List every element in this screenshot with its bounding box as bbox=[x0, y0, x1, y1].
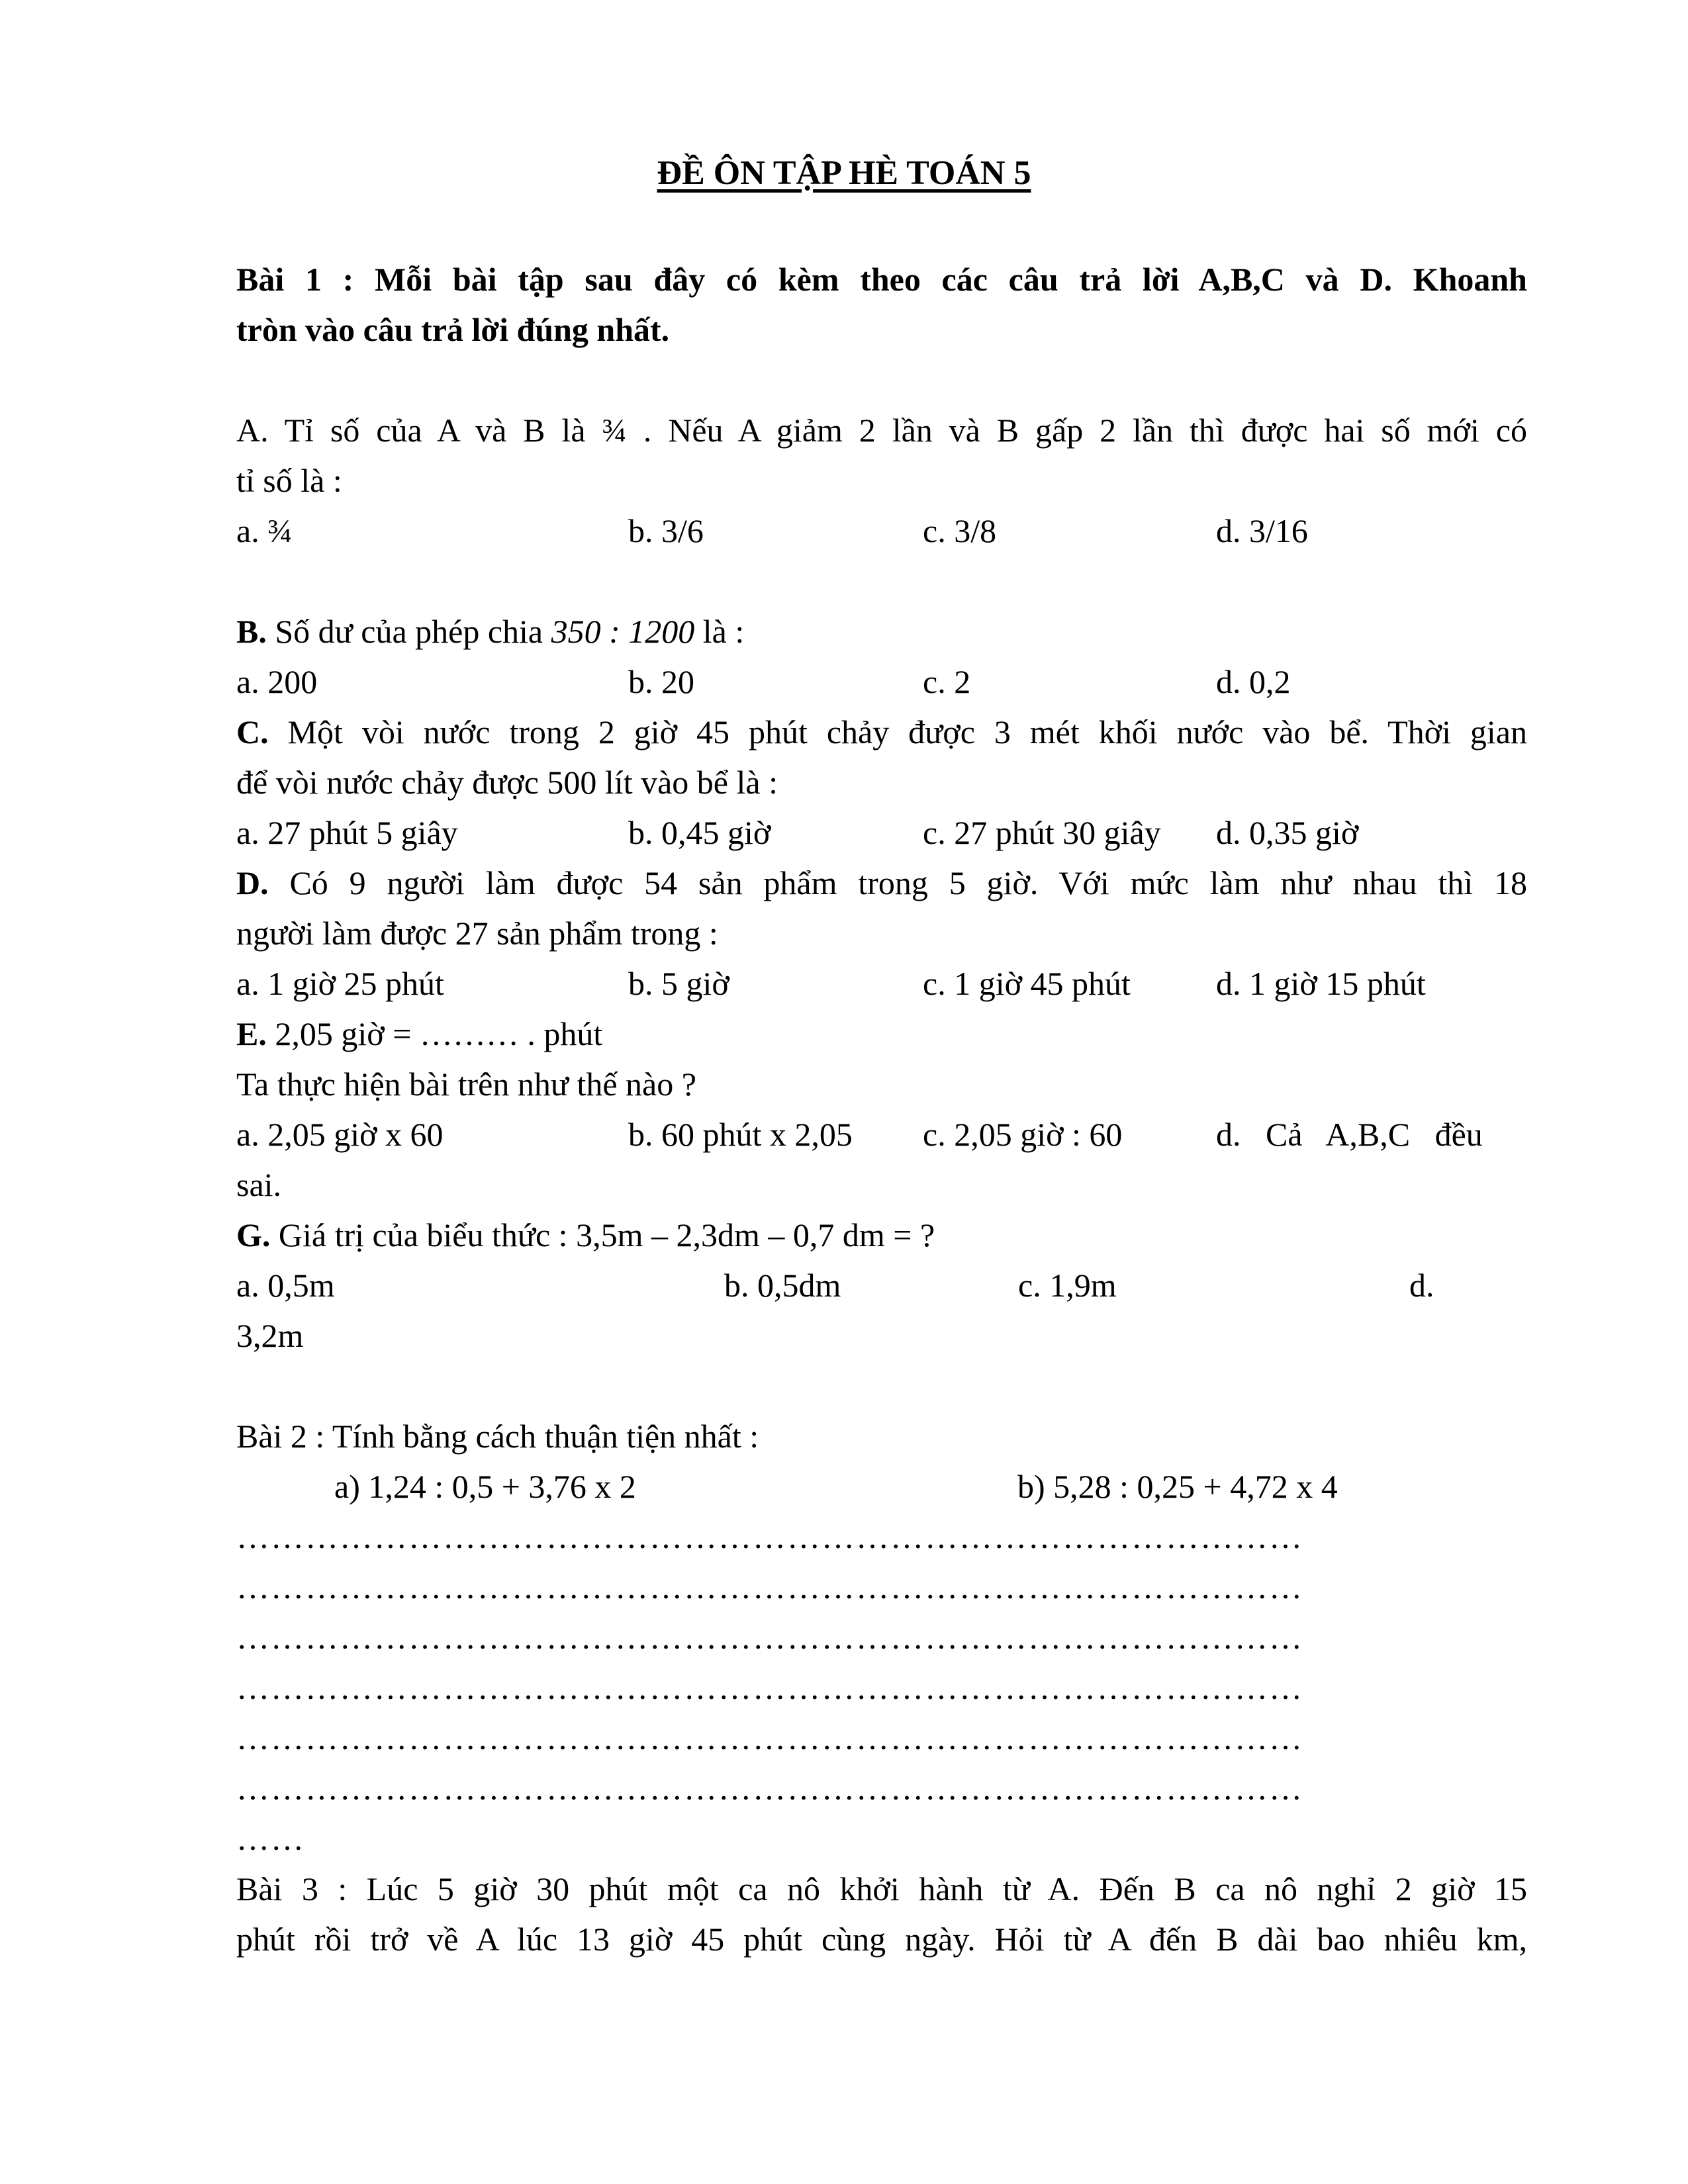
question-g-text: Giá trị của biểu thức : 3,5m – 2,3dm – 0,7 dm = ? bbox=[270, 1216, 935, 1253]
question-a-options bbox=[236, 506, 1527, 556]
option-c: c. 1 giờ 45 phút bbox=[923, 965, 1131, 1002]
question-c-label: C. bbox=[236, 713, 269, 751]
question-g-label: G. bbox=[236, 1216, 271, 1253]
answer-line: ………………………………………………………………………………… bbox=[236, 1669, 1303, 1706]
option-b: b. 0,45 giờ bbox=[628, 814, 771, 851]
question-b-expression: 350 : 1200 bbox=[551, 613, 695, 650]
question-e-label: E. bbox=[236, 1015, 267, 1052]
question-d-line1 bbox=[236, 858, 1527, 908]
option-a: a. 200 bbox=[236, 663, 318, 700]
option-c: c. 2 bbox=[923, 663, 971, 700]
option-c: c. 3/8 bbox=[923, 512, 997, 549]
page-title: ĐỀ ÔN TẬP HÈ TOÁN 5 bbox=[657, 154, 1031, 192]
bai2-heading: Bài 2 : Tính bằng cách thuận tiện nhất : bbox=[236, 1418, 759, 1455]
answer-line: ………………………………………………………………………………… bbox=[236, 1619, 1303, 1656]
answer-line: ………………………………………………………………………………… bbox=[236, 1569, 1303, 1606]
question-c-line1 bbox=[236, 707, 1527, 757]
option-a: a. 0,5m bbox=[236, 1267, 335, 1304]
option-c: c. 2,05 giờ : 60 bbox=[923, 1116, 1123, 1153]
question-a-line1: A. Tỉ số của A và B là ¾ . Nếu A giảm 2 lần và B gấp 2 lần thì được hai số mới có bbox=[236, 412, 1527, 449]
question-e-option-continuation: sai. bbox=[236, 1166, 282, 1203]
bai1-line1: Bài 1 : Mỗi bài tập sau đây có kèm theo các câu trả lời A,B,C và D. Khoanh bbox=[236, 261, 1527, 298]
question-c-options bbox=[236, 807, 1527, 858]
question-c-text: Một vòi nước trong 2 giờ 45 phút chảy được 3 mét khối nước vào bể. Thời gian bbox=[268, 713, 1527, 751]
option-d: d. 0,35 giờ bbox=[1216, 814, 1359, 851]
question-b-text-end: là : bbox=[694, 613, 745, 650]
question-d-text: Có 9 người làm được 54 sản phẩm trong 5 giờ. Với mức làm như nhau thì 18 bbox=[268, 864, 1527, 901]
answer-line: ………………………………………………………………………………… bbox=[236, 1518, 1303, 1555]
option-b: b. 5 giờ bbox=[628, 965, 729, 1002]
bai1-line2: tròn vào câu trả lời đúng nhất. bbox=[236, 311, 670, 348]
question-b-label: B. bbox=[236, 613, 267, 650]
answer-line-end: …… bbox=[236, 1820, 305, 1857]
option-a: a. 1 giờ 25 phút bbox=[236, 965, 444, 1002]
option-d: d. 1 giờ 15 phút bbox=[1216, 965, 1426, 1002]
option-a: a. ¾ bbox=[236, 512, 293, 549]
question-e-line1 bbox=[236, 1009, 1527, 1059]
question-d-line2: người làm được 27 sản phẩm trong : bbox=[236, 915, 718, 952]
option-a: a. 2,05 giờ x 60 bbox=[236, 1116, 444, 1153]
question-d-options bbox=[236, 958, 1527, 1009]
question-d-label: D. bbox=[236, 864, 269, 901]
question-e-line2: Ta thực hiện bài trên như thế nào ? bbox=[236, 1066, 696, 1103]
question-g-line1 bbox=[236, 1210, 1527, 1260]
question-g-option-continuation: 3,2m bbox=[236, 1317, 304, 1354]
option-c: c. 1,9m bbox=[1018, 1267, 1117, 1304]
question-g-options bbox=[236, 1260, 1527, 1310]
option-d: d. bbox=[1409, 1267, 1434, 1304]
question-b-options bbox=[236, 657, 1527, 707]
answer-line: ………………………………………………………………………………… bbox=[236, 1719, 1303, 1756]
option-c: c. 27 phút 30 giây bbox=[923, 814, 1161, 851]
question-a-line2: tỉ số là : bbox=[236, 462, 342, 499]
option-d: d. 3/16 bbox=[1216, 512, 1308, 549]
option-b: b. 60 phút x 2,05 bbox=[628, 1116, 853, 1153]
option-b: b. 20 bbox=[628, 663, 694, 700]
option-d: d. Cả A,B,C đều bbox=[1216, 1116, 1483, 1153]
question-b-text: Số dư của phép chia bbox=[266, 613, 551, 650]
option-b: b. 0,5dm bbox=[724, 1267, 841, 1304]
answer-line: ………………………………………………………………………………… bbox=[236, 1770, 1303, 1807]
option-b: b. 3/6 bbox=[628, 512, 704, 549]
bai2-expressions bbox=[236, 1461, 1527, 1512]
question-e-options bbox=[236, 1109, 1527, 1160]
option-d: d. 0,2 bbox=[1216, 663, 1291, 700]
bai2-expression-a: a) 1,24 : 0,5 + 3,76 x 2 bbox=[334, 1468, 636, 1505]
bai2-expression-b: b) 5,28 : 0,25 + 4,72 x 4 bbox=[1017, 1468, 1338, 1505]
question-b-line1 bbox=[236, 606, 1527, 657]
question-e-text: 2,05 giờ = ……… . phút bbox=[266, 1015, 603, 1052]
bai3-line2: phút rồi trở về A lúc 13 giờ 45 phút cùng ngày. Hỏi từ A đến B dài bao nhiêu km, bbox=[236, 1921, 1527, 1958]
bai3-line1: Bài 3 : Lúc 5 giờ 30 phút một ca nô khởi hành từ A. Đến B ca nô nghỉ 2 giờ 15 bbox=[236, 1870, 1527, 1907]
question-c-line2: để vòi nước chảy được 500 lít vào bể là : bbox=[236, 764, 778, 801]
option-a: a. 27 phút 5 giây bbox=[236, 814, 458, 851]
